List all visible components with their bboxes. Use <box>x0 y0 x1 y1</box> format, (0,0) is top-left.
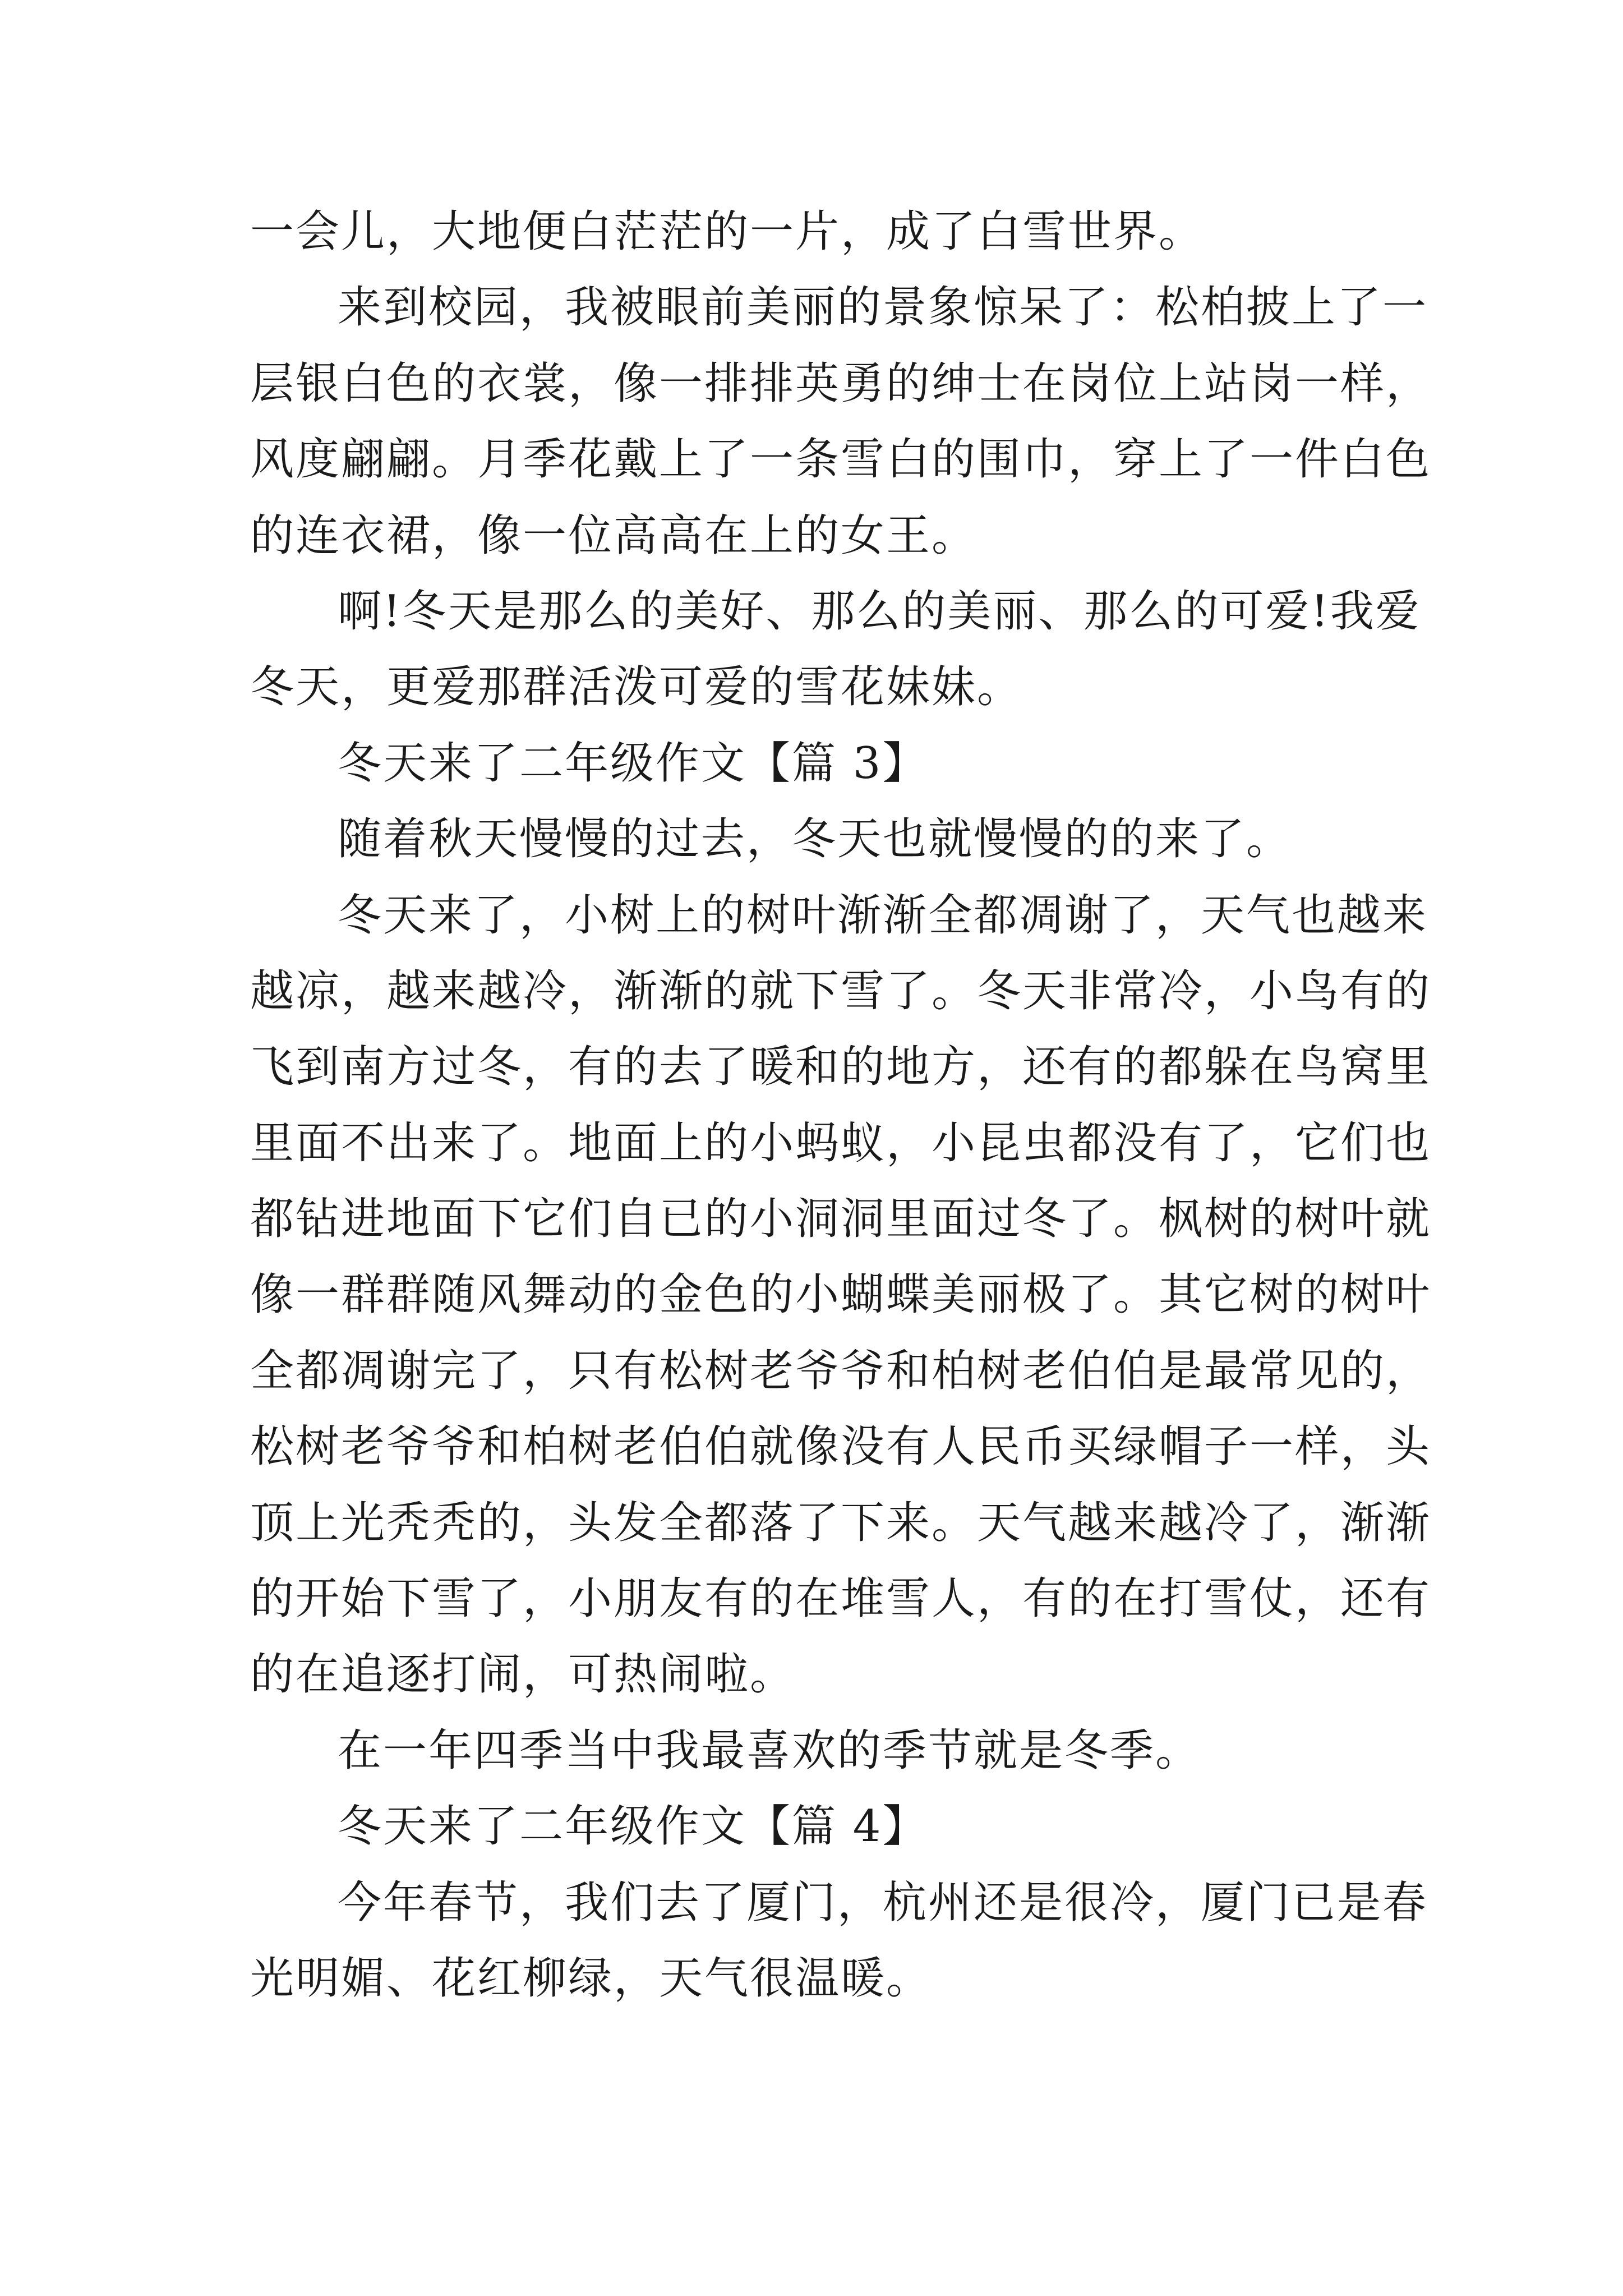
text-line: 随着秋天慢慢的过去，冬天也就慢慢的的来了。 <box>338 814 1292 865</box>
section-heading: 冬天来了二年级作文【篇 4】 <box>338 1801 928 1852</box>
text-line: 全都凋谢完了，只有松树老爷爷和柏树老伯伯是最常见的， <box>250 1345 1432 1396</box>
section-heading: 冬天来了二年级作文【篇 3】 <box>338 738 928 789</box>
text-line: 一会儿，大地便白茫茫的一片，成了白雪世界。 <box>250 206 1205 257</box>
text-line: 在一年四季当中我最喜欢的季节就是冬季。 <box>338 1725 1201 1776</box>
text-line: 都钻进地面下它们自已的小洞洞里面过冬了。枫树的树叶就 <box>250 1194 1432 1245</box>
document-body <box>250 194 1432 2017</box>
text-line: 里面不出来了。地面上的小蚂蚁，小昆虫都没有了，它们也 <box>250 1117 1432 1168</box>
text-line: 冬天，更爱那群活泼可爱的雪花妹妹。 <box>250 662 1023 713</box>
text-line: 啊!冬天是那么的美好、那么的美丽、那么的可爱!我爱 <box>338 586 1421 637</box>
text-line: 的开始下雪了，小朋友有的在堆雪人，有的在打雪仗，还有 <box>250 1573 1432 1625</box>
text-line: 飞到南方过冬，有的去了暖和的地方，还有的都躲在鸟窝里 <box>250 1042 1432 1093</box>
text-line: 冬天来了，小树上的树叶渐渐全都凋谢了，天气也越来 <box>338 890 1428 941</box>
text-line: 的在追逐打闹，可热闹啦。 <box>250 1649 796 1700</box>
text-line: 顶上光秃秃的，头发全都落了下来。天气越来越冷了，渐渐 <box>250 1497 1432 1548</box>
text-line: 松树老爷爷和柏树老伯伯就像没有人民币买绿帽子一样，头 <box>250 1421 1432 1473</box>
text-line: 今年春节，我们去了厦门，杭州还是很冷，厦门已是春 <box>338 1877 1428 1928</box>
text-line: 越凉，越来越冷，渐渐的就下雪了。冬天非常冷，小鸟有的 <box>250 965 1432 1016</box>
text-line: 光明媚、花红柳绿，天气很温暖。 <box>250 1953 932 2004</box>
text-line: 风度翩翩。月季花戴上了一条雪白的围巾，穿上了一件白色 <box>250 434 1432 485</box>
text-line: 的连衣裙，像一位高高在上的女王。 <box>250 510 978 561</box>
text-line: 来到校园，我被眼前美丽的景象惊呆了：松柏披上了一 <box>338 282 1428 333</box>
text-line: 层银白色的衣裳，像一排排英勇的绅士在岗位上站岗一样， <box>250 358 1432 409</box>
text-line: 像一群群随风舞动的金色的小蝴蝶美丽极了。其它树的树叶 <box>250 1269 1432 1320</box>
